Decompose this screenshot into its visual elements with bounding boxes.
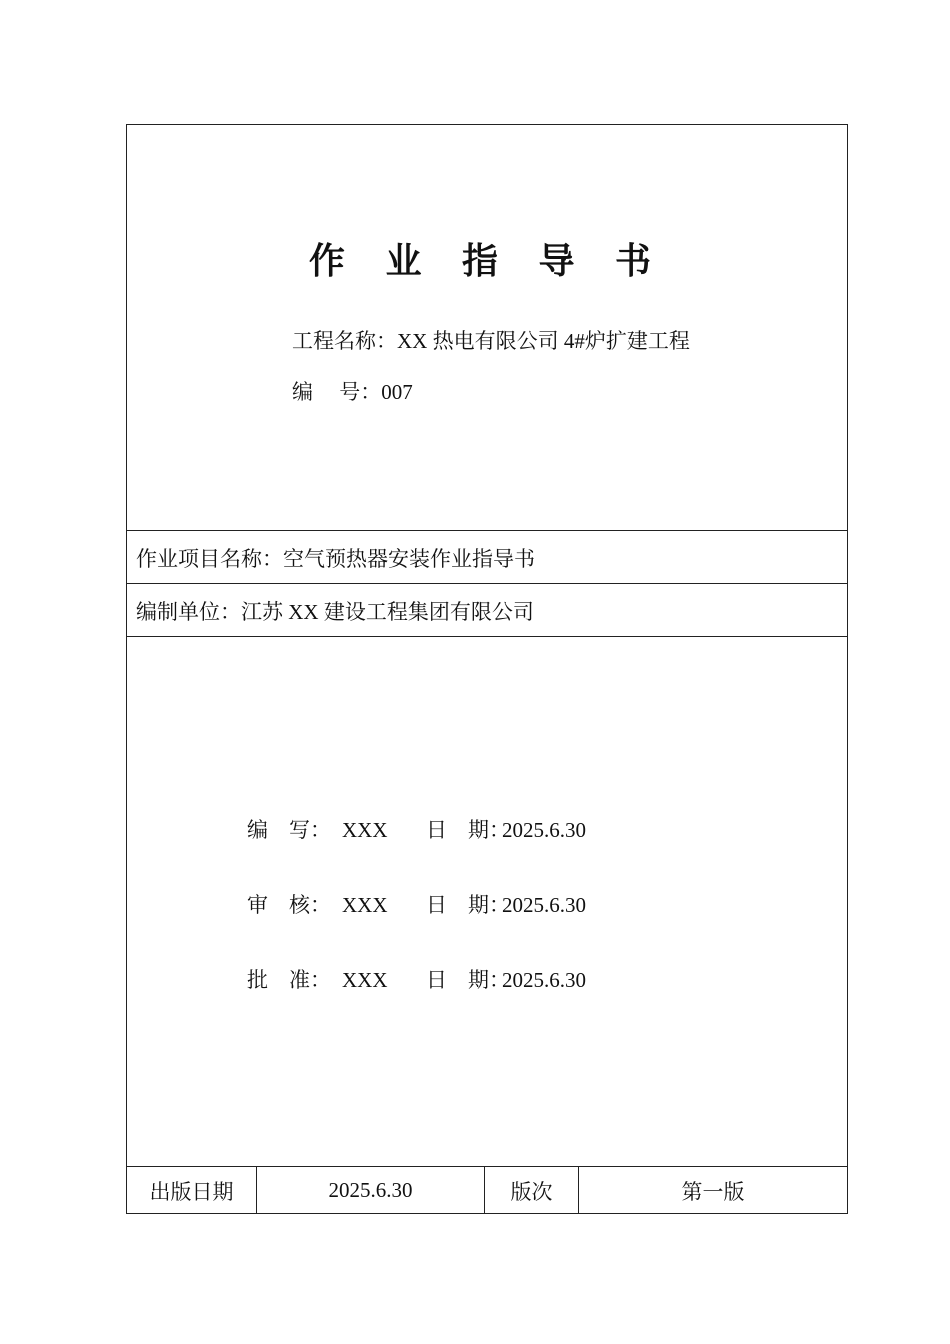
signature-row-reviewer xyxy=(247,889,586,919)
signature-date-label: 日 期： xyxy=(426,968,510,992)
project-number-label: 编 号： xyxy=(292,380,382,404)
compiling-unit-row xyxy=(136,596,534,626)
signature-row-approver xyxy=(247,964,586,994)
signature-date: 2025.6.30 xyxy=(502,818,586,842)
signature-row-writer xyxy=(247,814,586,844)
divider xyxy=(127,636,847,637)
edition-value: 第一版 xyxy=(578,1167,847,1214)
publication-row xyxy=(127,1167,847,1214)
task-name-value: 空气预热器安装作业指导书 xyxy=(283,547,535,571)
compiling-unit-label: 编制单位： xyxy=(136,600,241,624)
divider xyxy=(127,583,847,584)
project-name-label: 工程名称： xyxy=(292,329,397,353)
compiling-unit-value: 江苏 XX 建设工程集团有限公司 xyxy=(241,600,534,624)
signature-date-label: 日 期： xyxy=(426,818,510,842)
divider xyxy=(127,530,847,531)
publish-date-value: 2025.6.30 xyxy=(256,1167,484,1214)
document-title: 作 业 指 导 书 xyxy=(308,241,666,282)
signature-name: XXX xyxy=(342,818,388,842)
signature-role: 批 准： xyxy=(247,968,331,992)
signature-role: 编 写： xyxy=(247,818,331,842)
edition-label: 版次 xyxy=(484,1167,578,1214)
project-number-line xyxy=(292,376,413,406)
signature-date: 2025.6.30 xyxy=(502,893,586,917)
project-name-line xyxy=(292,325,690,355)
document-frame xyxy=(126,124,848,1214)
task-name-row xyxy=(136,543,535,573)
project-name-value: XX 热电有限公司 4#炉扩建工程 xyxy=(397,329,690,353)
project-number-value: 007 xyxy=(381,380,413,404)
signature-role: 审 核： xyxy=(247,893,331,917)
signature-name: XXX xyxy=(342,968,388,992)
task-name-label: 作业项目名称： xyxy=(136,547,283,571)
signature-name: XXX xyxy=(342,893,388,917)
signature-date: 2025.6.30 xyxy=(502,968,586,992)
signature-date-label: 日 期： xyxy=(426,893,510,917)
publish-date-label: 出版日期 xyxy=(149,1179,234,1204)
